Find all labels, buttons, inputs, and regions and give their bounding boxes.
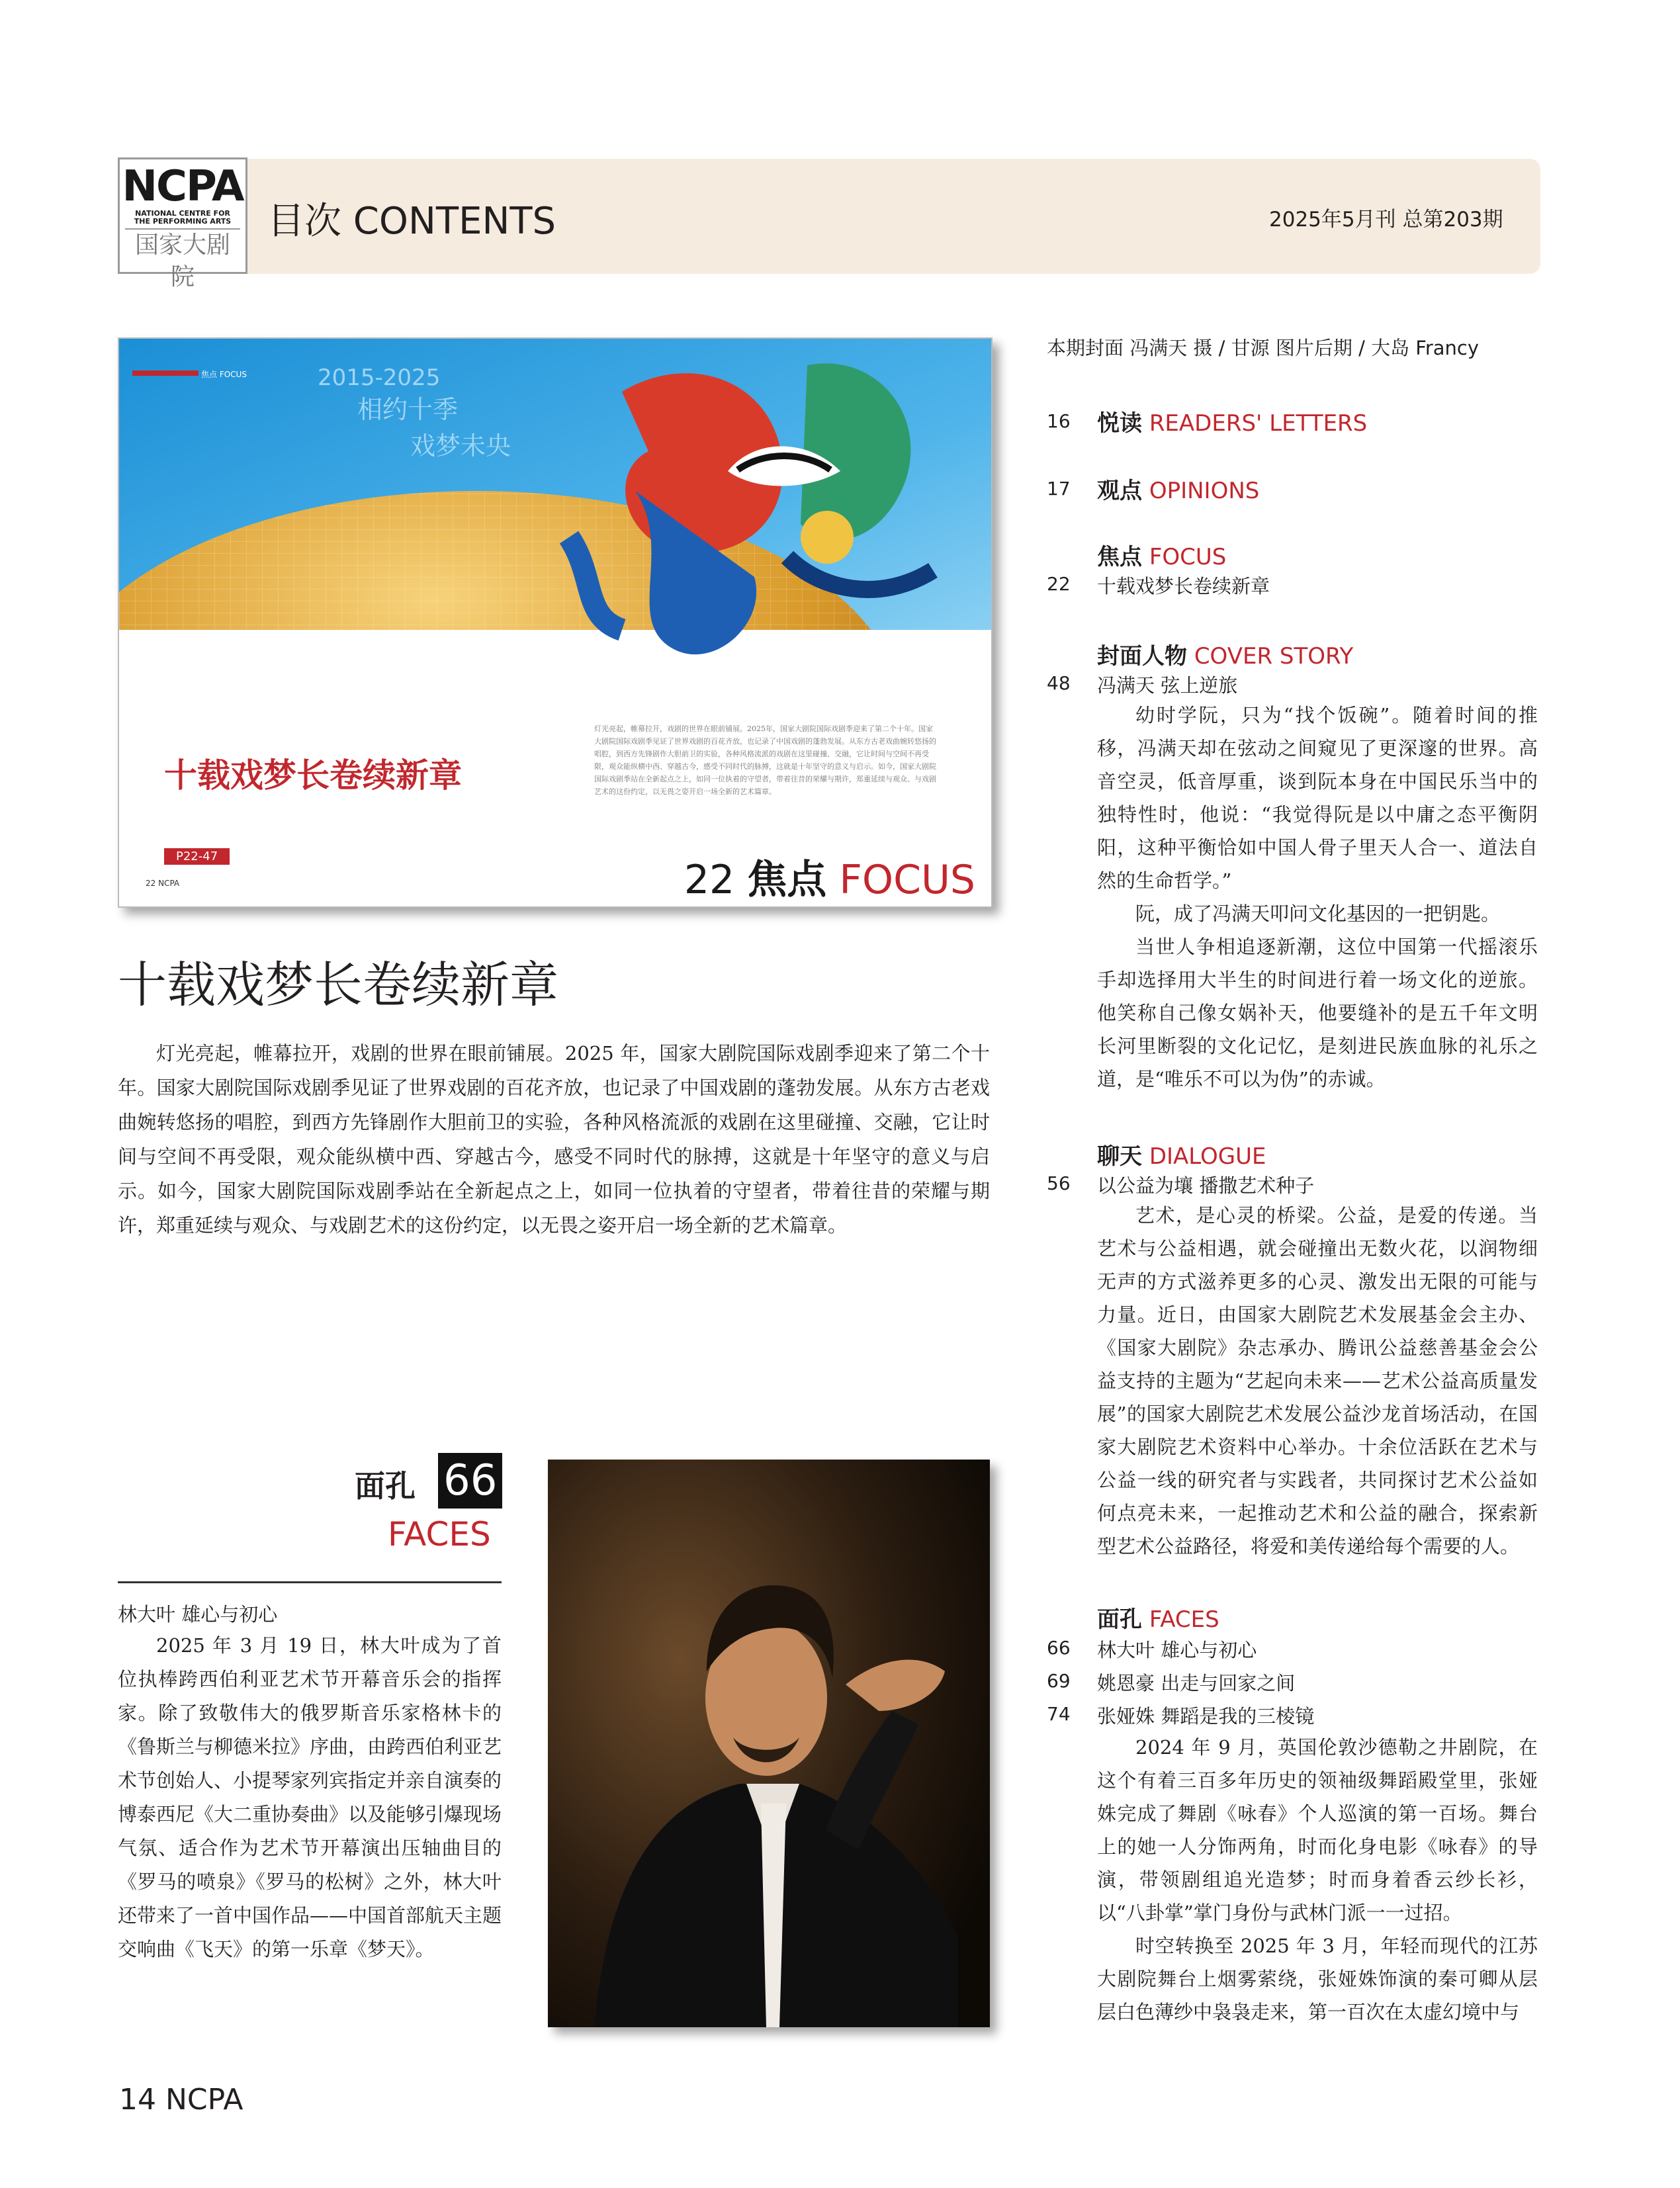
faces-label-cn: 面孔 (355, 1468, 416, 1504)
opinions-cn: 观点 (1097, 478, 1142, 504)
poster-small-tag: 焦点 FOCUS (201, 370, 247, 379)
toc-dialogue-heading (1097, 1138, 1266, 1170)
focus-poster-art (119, 339, 991, 689)
readers-en: READERS' LETTERS (1149, 410, 1368, 437)
focus-en: FOCUS (1149, 544, 1227, 570)
dialogue-paragraph: 艺术，是心灵的桥梁。公益，是爱的传递。当艺术与公益相遇，就会碰撞出无数火花，以润物细无声的方式滋养更多的心灵、激发出无限的可能与力量。近日，由国家大剧院艺术发展基金会主办、《国家大剧院》杂志承办、腾讯公益慈善基金会公益支持的主题为“艺起向未来——艺术公益高质量发展”的国家大剧院艺术发展公益沙龙首场活动，在国家大剧院艺术资料中心举办。十余位活跃在艺术与公益一线的研究者与实践者，共同探讨艺术公益如何点亮未来，一起推动艺术和公益的融合，探索新型艺术公益路径，将爱和美传递给每个需要的人。 (1097, 1204, 1538, 1557)
poster-slogan-1: 相约十季 (357, 395, 459, 424)
toc-readers-letters[interactable] (1097, 405, 1367, 437)
focus-spread-thumbnail[interactable] (118, 337, 993, 908)
focus-page: 22 (1047, 573, 1071, 595)
toc-dialogue-entry[interactable]: 以公益为壤 播撒艺术种子 (1097, 1174, 1315, 1197)
readers-cn: 悦读 (1097, 410, 1142, 437)
faces-paragraph: 2024 年 9 月，英国伦敦沙德勒之井剧院，在这个有着三百多年历史的领袖级舞蹈殿堂里，张娅姝完成了舞剧《咏春》个人巡演的第一百场。舞台上的她一人分饰两角，时而化身电影《咏春》的导演，带领剧组追光造梦；时而身着香云纱长衫，以“八卦掌”掌门身份与武林门派一一过招。 (1097, 1736, 1538, 1924)
focus-heading: 十载戏梦长卷续新章 (118, 957, 558, 1014)
toc-faces-heading (1097, 1601, 1219, 1634)
faces-paragraph: 时空转换至 2025 年 3 月，年轻而现代的江苏大剧院舞台上烟雾萦绕，张娅姝饰演的秦可卿从层层白色薄纱中袅袅走来，第一百次在太虚幻境中与 (1097, 1935, 1538, 2023)
logo-subtitle-2: THE PERFORMING ARTS (134, 217, 232, 226)
thumb-section-label (684, 848, 975, 905)
faces-divider (118, 1581, 502, 1583)
faces-entry-page: 66 (1047, 1637, 1071, 1659)
thumb-label-cn: 焦点 (747, 857, 827, 903)
opinions-page: 17 (1047, 478, 1071, 500)
toc-opinions[interactable] (1097, 472, 1259, 505)
readers-page: 16 (1047, 410, 1071, 432)
ncpa-logo (118, 157, 247, 290)
logo-subtitle-1: NATIONAL CENTRE FOR (135, 209, 230, 218)
faces-entry-page: 74 (1047, 1703, 1071, 1725)
dialogue-summary (1097, 1199, 1538, 1563)
faces-page-number: 66 (438, 1453, 502, 1509)
thumb-label-en: FOCUS (839, 857, 975, 903)
focus-body: 灯光亮起，帷幕拉开，戏剧的世界在眼前铺展。2025 年，国家大剧院国际戏剧季迎来了第二个十年。国家大剧院国际戏剧季见证了世界戏剧的百花齐放，也记录了中国戏剧的蓬勃发展。从东方古老戏曲婉转悠扬的唱腔，到西方先锋剧作大胆前卫的实验，各种风格流派的戏剧在这里碰撞、交融，它让时间与空间不再受限，观众能纵横中西、穿越古今，感受不同时代的脉搏，这就是十年坚守的意义与启示。如今，国家大剧院国际戏剧季站在全新起点之上，如同一位执着的守望者，带着往昔的荣耀与期许，郑重延续与观众、与戏剧艺术的这份约定，以无畏之姿开启一场全新的艺术篇章。 (118, 1042, 990, 1237)
issue-info: 2025年5月刊 总第203期 (1269, 208, 1503, 232)
thumb-page-range: P22-47 (164, 848, 230, 865)
cover-paragraph: 幼时学阮，只为“找个饭碗”。随着时间的推移，冯满天却在弦动之间窥见了更深邃的世界。高音空灵，低音厚重，谈到阮本身在中国民乐当中的独特性时，他说：“我觉得阮是以中庸之态平衡阴阳，这种平衡恰如中国人骨子里天人合一、道法自然的生命哲学。” (1097, 704, 1538, 892)
dialogue-cn: 聊天 (1097, 1143, 1142, 1170)
cover-cn: 封面人物 (1097, 643, 1187, 670)
cover-paragraph: 阮，成了冯满天叩问文化基因的一把钥匙。 (1135, 902, 1501, 925)
faces-entry-page: 69 (1047, 1670, 1071, 1692)
toc-faces-entry[interactable]: 林大叶 雄心与初心 (1097, 1639, 1257, 1661)
toc-focus-heading (1097, 539, 1226, 571)
dialogue-en: DIALOGUE (1149, 1143, 1266, 1170)
thumb-article-title: 十载戏梦长卷续新章 (164, 756, 462, 795)
toc-cover-story-heading (1097, 638, 1353, 670)
cover-paragraph: 当世人争相追逐新潮，这位中国第一代摇滚乐手却选择用大半生的时间进行着一场文化的逆旅。他笑称自己像女娲补天，他要缝补的是五千年文明长河里断裂的文化记忆，是刻进民族血脉的礼乐之道，是“唯乐不可以为伪”的赤诚。 (1097, 936, 1538, 1090)
toc-faces-entry[interactable]: 姚恩豪 出走与回家之间 (1097, 1672, 1296, 1694)
cover-credit: 本期封面 冯满天 摄 / 甘源 图片后期 / 大岛 Francy (1047, 337, 1480, 359)
cover-page: 48 (1047, 672, 1071, 694)
faces-label-en: FACES (388, 1515, 491, 1553)
page-folio: 14 NCPA (119, 2083, 243, 2117)
poster-years: 2015-2025 (318, 365, 441, 391)
toc-faces-en: FACES (1149, 1606, 1219, 1633)
opinions-en: OPINIONS (1149, 478, 1260, 504)
cover-story-summary (1097, 699, 1538, 1096)
logo-wordmark: NCPA (122, 162, 243, 211)
faces-body: 2025 年 3 月 19 日，林大叶成为了首位执棒跨西伯利亚艺术节开幕音乐会的指挥家。除了致敬伟大的俄罗斯音乐家格林卡的《鲁斯兰与柳德米拉》序曲，由跨西伯利亚艺术节创始人、小提琴家列宾指定并亲自演奏的博泰西尼《大二重协奏曲》以及能够引爆现场气氛、适合作为艺术节开幕演出压轴曲目的《罗马的喷泉》《罗马的松树》之外，林大叶还带来了一首中国作品——中国首部航天主题交响曲《飞天》的第一乐章《梦天》。 (118, 1634, 502, 1960)
thumb-intro-text: 灯光亮起，帷幕拉开，戏剧的世界在眼前铺展。2025年，国家大剧院国际戏剧季迎来了第二个十年。国家大剧院国际戏剧季见证了世界戏剧的百花齐放，也记录了中国戏剧的蓬勃发展。从东方古老戏曲婉转悠扬的唱腔，到西方先锋剧作大胆前卫的实验，各种风格流派的戏剧在这里碰撞、交融，它让时间与空间不再受限，观众能纵横中西、穿越古今，感受不同时代的脉搏，这就是十年坚守的意义与启示。如今，国家大剧院国际戏剧季站在全新起点之上，如同一位执着的守望者，带着往昔的荣耀与期许，郑重延续与观众、与戏剧艺术的这份约定，以无畏之姿开启一场全新的艺术篇章。 (594, 724, 936, 796)
faces-summary (1097, 1731, 1538, 2029)
logo-chinese-name: 国家大剧院 (125, 228, 240, 293)
focus-cn: 焦点 (1097, 544, 1142, 570)
page-title: 目次 CONTENTS (267, 200, 556, 243)
cover-en: COVER STORY (1194, 643, 1354, 670)
poster-slogan-2: 戏梦未央 (410, 431, 511, 460)
faces-article-title: 林大叶 雄心与初心 (118, 1603, 278, 1626)
conductor-photo (548, 1460, 990, 2027)
dialogue-page: 56 (1047, 1172, 1071, 1194)
thumb-folio: 22 NCPA (146, 879, 180, 888)
toc-faces-cn: 面孔 (1097, 1606, 1142, 1633)
toc-cover-entry[interactable]: 冯满天 弦上逆旅 (1097, 674, 1238, 697)
toc-focus-entry[interactable]: 十载戏梦长卷续新章 (1097, 575, 1270, 597)
toc-faces-entry[interactable]: 张娅姝 舞蹈是我的三棱镜 (1097, 1705, 1315, 1728)
thumb-label-page: 22 (684, 857, 735, 903)
